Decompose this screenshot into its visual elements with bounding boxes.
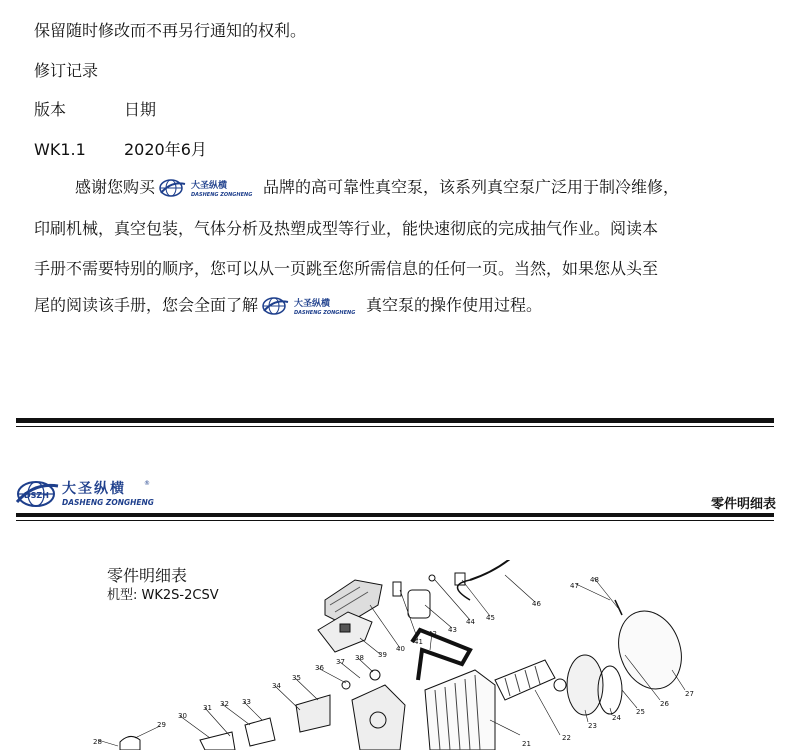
date-value: 2020年6月 <box>124 140 207 159</box>
part-number-37: 37 <box>336 658 345 666</box>
paragraph-line-4 <box>34 295 542 317</box>
brand-logo-inline-2 <box>262 295 362 317</box>
paragraph-line-4-end: 真空泵的操作使用过程。 <box>366 295 543 315</box>
part-number-22: 22 <box>562 734 571 742</box>
part-number-23: 23 <box>588 722 597 730</box>
rotor <box>495 660 555 700</box>
header-rule-thin <box>16 520 774 521</box>
part-number-21: 21 <box>522 740 531 748</box>
oil-window-bracket <box>296 695 330 732</box>
part-number-41: 41 <box>414 638 423 646</box>
part-number-42: 42 <box>428 630 437 638</box>
header-brand-en: DASHENG ZONGHENG <box>62 498 154 507</box>
revision-heading: 修订记录 <box>34 61 99 80</box>
paragraph-line-1-end: 品牌的高可靠性真空泵，该系列真空泵广泛用于制冷维修， <box>263 177 680 197</box>
part-number-38: 38 <box>355 654 364 662</box>
part-number-32: 32 <box>220 700 229 708</box>
power-cord <box>470 560 555 580</box>
part-number-40: 40 <box>396 645 405 653</box>
date-column-header: 日期 <box>124 100 157 119</box>
header-section-title: 零件明细表 <box>710 497 776 512</box>
end-cover <box>567 655 603 715</box>
brand-logo-inline <box>159 177 259 199</box>
paragraph-line-1 <box>75 177 679 199</box>
paragraph-line-3: 手册不需要特别的顺序，您可以从一页跳至您所需信息的任何一页。当然，如果您从头至 <box>34 259 659 278</box>
part-number-33: 33 <box>242 698 251 706</box>
part-number-48: 48 <box>590 576 599 584</box>
brand-cn-inline: 大圣纵横 <box>191 181 228 191</box>
part-number-26: 26 <box>660 700 669 708</box>
parts-list-title: 零件明细表 <box>107 566 188 585</box>
fan-guard <box>608 602 692 698</box>
part-number-45: 45 <box>486 614 495 622</box>
part-number-43: 43 <box>448 626 457 634</box>
part-number-30: 30 <box>178 712 187 720</box>
header-rule-thick <box>16 513 774 517</box>
gas-ballast-knob <box>120 736 140 750</box>
exploded-parts-diagram <box>0 560 790 750</box>
valve-plate <box>245 718 275 746</box>
part-number-34: 34 <box>272 682 281 690</box>
part-number-24: 24 <box>612 714 621 722</box>
registered-mark: ® <box>144 480 150 487</box>
logo-badge-text: DSZH <box>24 491 49 500</box>
brand-en-inline-2: DASHENG ZONGHENG <box>294 310 356 316</box>
paragraph-line-2: 印刷机械，真空包装，气体分析及热塑成型等行业，能快速彻底的完成抽气作业。阅读本 <box>34 219 659 238</box>
page-separator-thin <box>16 426 774 427</box>
version-column-header: 版本 <box>34 100 67 119</box>
page-separator-thick <box>16 418 774 423</box>
pump-block <box>352 685 405 750</box>
part-number-44: 44 <box>466 618 475 626</box>
paragraph-line-1-start: 感谢您购买 <box>75 177 156 197</box>
part-number-31: 31 <box>203 704 212 712</box>
header-brand-cn: 大圣纵横 <box>62 481 126 497</box>
part-number-39: 39 <box>378 651 387 659</box>
rights-line: 保留随时修改而不再另行通知的权利。 <box>34 21 307 40</box>
brand-en-inline: DASHENG ZONGHENG <box>191 192 253 198</box>
capacitor <box>408 590 430 618</box>
part-number-29: 29 <box>157 721 166 729</box>
globe-icon <box>17 482 58 506</box>
brand-cn-inline-2: 大圣纵横 <box>294 299 331 309</box>
part-number-36: 36 <box>315 664 324 672</box>
part-number-46: 46 <box>532 600 541 608</box>
part-number-35: 35 <box>292 674 301 682</box>
part-number-28: 28 <box>93 738 102 746</box>
version-value: WK1.1 <box>34 140 86 159</box>
part-number-25: 25 <box>636 708 645 716</box>
part-number-27: 27 <box>685 690 694 698</box>
parts-model-label: 机型: WK2S-2CSV <box>107 588 219 603</box>
header-brand-logo <box>14 476 174 512</box>
motor-housing <box>425 670 495 750</box>
paragraph-line-4-start: 尾的阅读该手册，您会全面了解 <box>34 295 259 315</box>
part-number-47: 47 <box>570 582 579 590</box>
